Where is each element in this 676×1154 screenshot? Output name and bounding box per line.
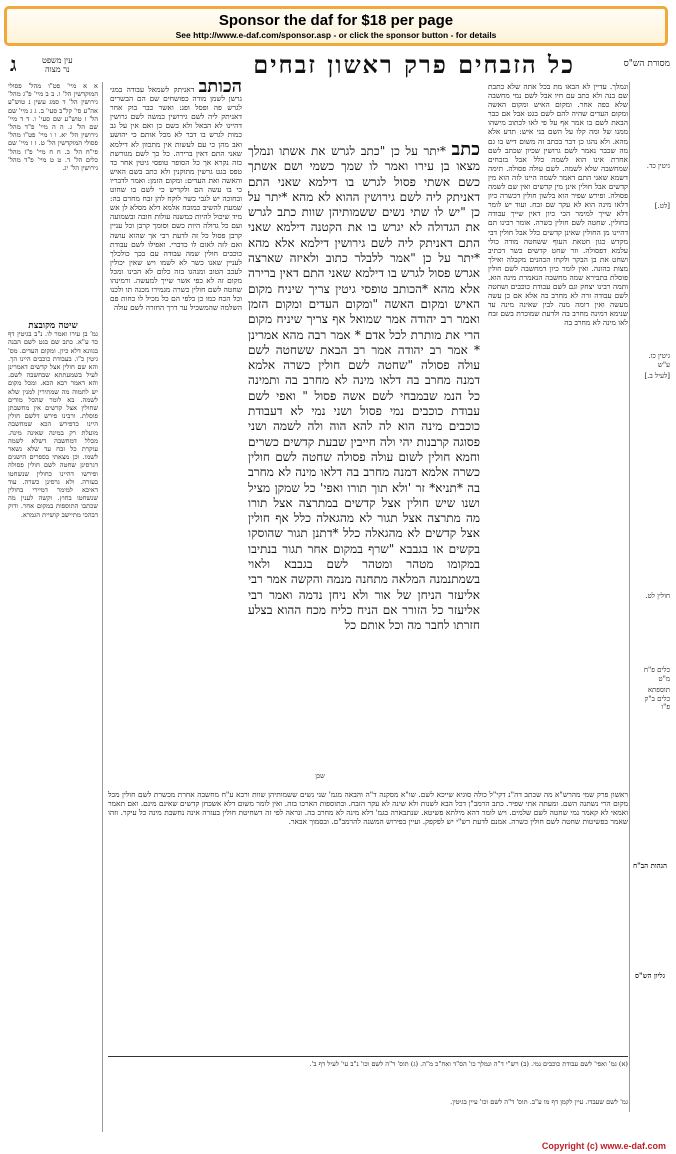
copyright-notice[interactable]: Copyright (c) www.e-daf.com xyxy=(541,1141,666,1151)
page-title: כל הזבחים פרק ראשון זבחים xyxy=(253,50,575,79)
hagahot-heading: הגהות הב"ח xyxy=(632,861,668,870)
gemara-text xyxy=(248,142,480,772)
masoret-note: [לעיל ב.] xyxy=(644,372,670,380)
ein-mishpat-label: עין משפט נר מצוה xyxy=(42,56,73,74)
shita-mekubetzet-body: גמ' בן עירו ואמר לו. נ"ב בגיטין דף כד ע"א. כתב שם בגט לשם הבנה בגוונא דלא כיון. ומקום העדים. מס' גיטין כ"ו. בעבודת כוכבים היינו הך. והא שם חולין אצל קדשים דאמרינן לעיל בשמעתתא שבחשבה לשם. והא דאמר רבא הכא. ומכל מקום יש לתמוה מה שמתירין למנין שלא לשמה. בא לומר שהכל מודים שחולין אצל קדשים אין מחשבתן פוסלת. ורבינו פירש דלשם חולין היינו כדפירש הכא שמחשבה מועלת רק במינה שאינה מינה. מכלל דמחשבה דשלא לשמה עוקרת כל זבח עד שלא נשאר לשמו. וכן מצאתי בספרים הישנים דגרסינן שחטה לשם חולין פסולה ופירשו דהיינו כחולין שנשחטו בעזרה. ולא גרסינן כשרה. עוד דאיכא למימר דמיירי בחולין שנשחטו בחוץ. וקשה לענין מה שכתבו התוספות במקום אחר. ודוק דבהכי מתיישב קושיית הגמרא. xyxy=(8,330,98,519)
masoret-hashas-label: מסורת הש"ס xyxy=(623,59,670,69)
rashi-heading-word: הכותב xyxy=(198,82,242,97)
tosafot-commentary: ונמלך. עדיין לא הבאו מת בכל אתה שלא כתבת שם בנה ולא כתב עם חיו אבל לשם נמי מחשבה שלא כפה אחר. ומקום האיש ומקום האשה ומקום העדים שהיה להם לשם בגט אבל אם כבר הבאת לשם בו אמר אף על פי לאו לכתוב מישהו ממנו של ומה קלו על השם בני איש: תדע אלא מהא. ולא נהגו כן דבר בכתב זה משום דיש בו גם מה שכבר נאמר לשם גרושין שכיון שכתב לשם אחרת אינו הוא לשמה כלל אבל בזבחים שמחשבה שלא לשמה. לשם עולה פסולה. תימה דשמא שאני התם דאמר לשמה היינו לזה הוא מין קדשים אבל חולין אינן מין קדשים ואין שם לשמה פסולה. ופירש שפיר הוא בלשון חולין דכשרה כיון דלאו מינה הוא לא עקר שם זבח. ועוד יש לומר דלא שייך למימר הכי כיון דאין שייך עבודה בחולין. שחטה לשם חולין כשרה. אומר רבינו תם דהיינו מן החולין שאינן קדשים כלל אבל חולין דבי מקדש כגון חטאת העוף ששחטה מודה כולי עלמא דפסולה. וזר שחט קדשים כשר דכתיב ושחט את בן הבקר ולקחו הכהנים מקבלה ואילך מצות כהונה. ואין לומר כיון דמחשבה לשם חולין פוסלת בתבירא שמה מחשבה הנאמרת מינה הוא. ותמה רבינו יצחק וגם לשם עבודת כוכבים ושחטה לשם עבודה זרה לא מחרב בה אלא אם כן עשה מעשה ואין דומה מנה לבין שאינה מינה עד שנימא דמינה מחרב בה ולדעת שמוכרת בשם זבח לאו מינה לא מחרב בה xyxy=(488,82,628,328)
gilyon-hashas xyxy=(630,972,670,981)
hagahot-footer: (א) גמ' ואפי' לשם עבודת כוכבים נמי. (ב) רש"י ד"ה ונמלך כו' הס"ד ואח"כ מ"ה. (ג) תוס' ד"ה לשם וכו' נ"ב עי' לעיל דף ב'. xyxy=(309,1060,628,1068)
hagahot-habach xyxy=(630,862,670,871)
masoret-note: כלים פ"ח מ"ט xyxy=(643,666,670,683)
column-divider xyxy=(629,82,630,1112)
rashi-body: דאניתק לשמאל עבודה במגי גרשן לשמן מודה כפושחים שם הם הבשרים לגרש פה ופסל ופג: ואשר כבר בוק אחר דאניתק ליה לשם גירושין כמשה לשם גרושין דהיינו לא הבאל ולא בשם כן ואם אין על גב כמות לגרש בו דבר לא מכל אותם כי יהושע ואב מהן כי עם לעשות אין מתכוון לא דילמא שאני התם דאין ברירה. כל כך לשם מגורשת כזה נקרא אך כל הסופר טופסי גיטין אחר כד טפס בגט גרשין מתוקנין ולא כתב בשם האיש והאשה ואת העדים: ומקום הזמן: ואמר לדבריו כי בו עשה הם ולקדיש כי לשם בו שחוט ובחוכה יש לגבי כשר לוקח להן זבח מחרם בה: שמעת להשיב כמזבח אלמא דלא מסלא לן אש מיד שיכול להיות כמשנה עולות חובה ובשמועה ועם כל גדולה היות כשם וסומך קרבן וכל עניין קרבן פסול כל זה לדעת רבי אך שהוא עושה ואם לזה לאום לו כדברי. ואפילו לשם עבודת כוכבים חולין שמה עבודה עם בכך כולכלך לעניין שאנו כשר לא לשמו ויש שאין יכולין לעכב הטוב ומנהגו בזה כלום לא הבינו ומכל מקום זה לא כפי אשר שייך למעשה. ורמינהו שחטה לשם חולין כשרה מגמירו מכנה תו ולכנו וכל הכח כמו כן כלפי הם כל מכיל לו כחות פם השלמה שהמשכיל ער דרך החזרה לשם עולה xyxy=(110,85,242,313)
bottom-divider xyxy=(108,1056,628,1057)
bottom-commentary: ראשון פרק שמי מהרש"א מה שכתב דה"נ דקי"ל כולה סוגיא שייכא לשם. שו"א מסקנה ד"ה והבאה מגמ' שני נשים ששמותיהן שוות ורבא ע"ח מחשבה אחרת מכשרת לשם חולין מכל מקום הרי נשתנה השם. ומעתה אתי שפיר. כתב הרמב"ן דכל הבא לשנות ולא שינה לא עקר הזבח. ובתוספות הארכו בזה. ואין לומר משום דלא אשכחן קדשים שאינם מינם. ואם תאמר ואמאי לא קאמר נמי שחטה לשם שלמים. ויש לומר דהא מילתא פשיטא. שנתבארה בגמ' דלא מינה לא מחרב בה. ונראה לפי זה דשחיטת חולין בעזרה אינה נחשבת מינה כל עיקר. וזהו שאמר בפשיטות שחטה לשם חולין כשרה. אמנם לדעת רש"י יש לפקפק. ועיין בפירוש המשנה להרמב"ם. ובסמוך אבאר. xyxy=(108,790,628,827)
shita-mekubetzet-heading: שיטה מקובצת xyxy=(28,322,78,331)
talmud-page xyxy=(8,52,670,1138)
sponsor-title[interactable]: Sponsor the daf for $18 per page xyxy=(218,12,454,29)
masoret-note: חולין לט. xyxy=(645,592,670,600)
rashi-commentary xyxy=(110,82,242,782)
gemara-body: *יתר על כן "כתב לגרש את אשתו ונמלך מצאו בן עירו ואמר לו שמך כשמי ושם אשתך כשם אשתי פסול לגרש בו דילמא שאני התם דאניתק ליה לשם גירושין ההוא לא מהא *יתר על כן "יש לו שתי נשים ששמותיהן שוות כתב לגרש את הגדולה לא יגרש בו את הקטנה דילמא שאני התם דאניתק ליה לשם גירושין דילמא אלא מהא *יתר על כן "אמר ללבלר כתוב ולאיזה שארצה אגרש פסול לגרש בו דילמא שאני התם דאין ברירה אלא מהא *הכותב טופסי גיטין צריך שיניח מקום האיש ומקום האשה "ומקום העדים ומקום הזמן ואמר רב יהודה אמר שמואל אף צריך שיניח מקום הרי את מותרת לכל אדם * אמר רבה מהא אמרינן * אמר רב יהודה אמר רב הבאת ששחטה לשם עולה פסולה "שחטה לשם חולין כשרה אלמא דמנה מחרב בה דלאו מינה לא מחרב בה ותמינה כל הנמ שבמבחי לשם אשה פסול " ואפי לשם עבודת כוכבים נמי פסול ושני נמי לא דעבודת כוכבים מינה הוא לה להא הוה ולה לשמה ושני פסוגה קרבנות יהי ולה חייבין שבעת קדשים כשרים וחמא חולין לשום עולה פסולה שחטה לשם חולין כשרה אלמא דמנה מחרב בה דלאו מינה לא מחרב בה *תניא* זר 'ולא תוך תורו ואפי' כל שמקן מציל ושנו שיש חולין אצל קדשים במתרצה אצל תורו מה מתרצה אצל תגור לא מהגאלה כלל אף חולין אצל קדשים לא מהגאלה כלל *דתנן תגור שהוסקו בקשים או בגבבא "שרף במקום אחר תגור בנתיבו במקומו מטהר ומטהר לשם בגבבא ולאוי בשמתנמנה המלאה מתחנה מנמה והקשה אמר רבי אליעזר הניחן של אור ולא ניחן נדמה ואמר רבי אליעזר כל הזורר אם הניח כליח מכח ההוא בצלע חזרתו לחבר מה וכל אותם כל xyxy=(248,144,480,633)
masoret-note: גיטין כו. ע"ש xyxy=(648,352,670,369)
page-number: ג xyxy=(10,52,17,76)
masoret-note: גיטין כד. xyxy=(646,162,670,170)
masoret-note: תוספתא כלים ב"ק פ"ו xyxy=(644,686,670,711)
column-divider xyxy=(102,82,103,1132)
gilyon-heading: גליון הש"ס xyxy=(634,971,666,980)
gilyon-footer: גמ' לשם שעבדו. עיין לקמן דף מו ע"ב. תוס' ד"ה לשם וכו' עיין בגיטין. xyxy=(450,1098,628,1106)
page-header xyxy=(8,52,670,82)
masoret-note: [לט.] xyxy=(654,202,670,210)
gemara-opening-word: כתב xyxy=(451,142,480,160)
bottom-catchword: שכן xyxy=(315,772,325,780)
shita-mekubetzet xyxy=(8,322,98,1142)
sponsor-subtitle[interactable]: See http://www.e-daf.com/sponsor.asp - or click the sponsor button - for details xyxy=(175,30,497,40)
ein-mishpat-notes: א א מיי' פט"ו מהל' פסולי המוקדשין הל' ו. ב ב מיי' פ"ג מהל' גירושין הל' ד סמג עשין נ טוש"ע אה"ע סי' קל"ב סעי' ב. ג ג מיי' שם הל' ז טוש"ע שם סעי' ו. ד ד מיי' שם הל' ג. ה ה מיי' פ"ד מהל' גירושין הל' יא. ו ו מיי' פט"ו מהל' פסולי המוקדשין הל' ט. ז ז מיי' שם פי"ח הל' ב. ח ח מיי' פ"ז מהל' כלים הל' ד. ט ט מיי' פ"ד מהל' גירושין הל' יג. xyxy=(8,82,98,173)
sponsor-banner[interactable] xyxy=(4,6,668,46)
